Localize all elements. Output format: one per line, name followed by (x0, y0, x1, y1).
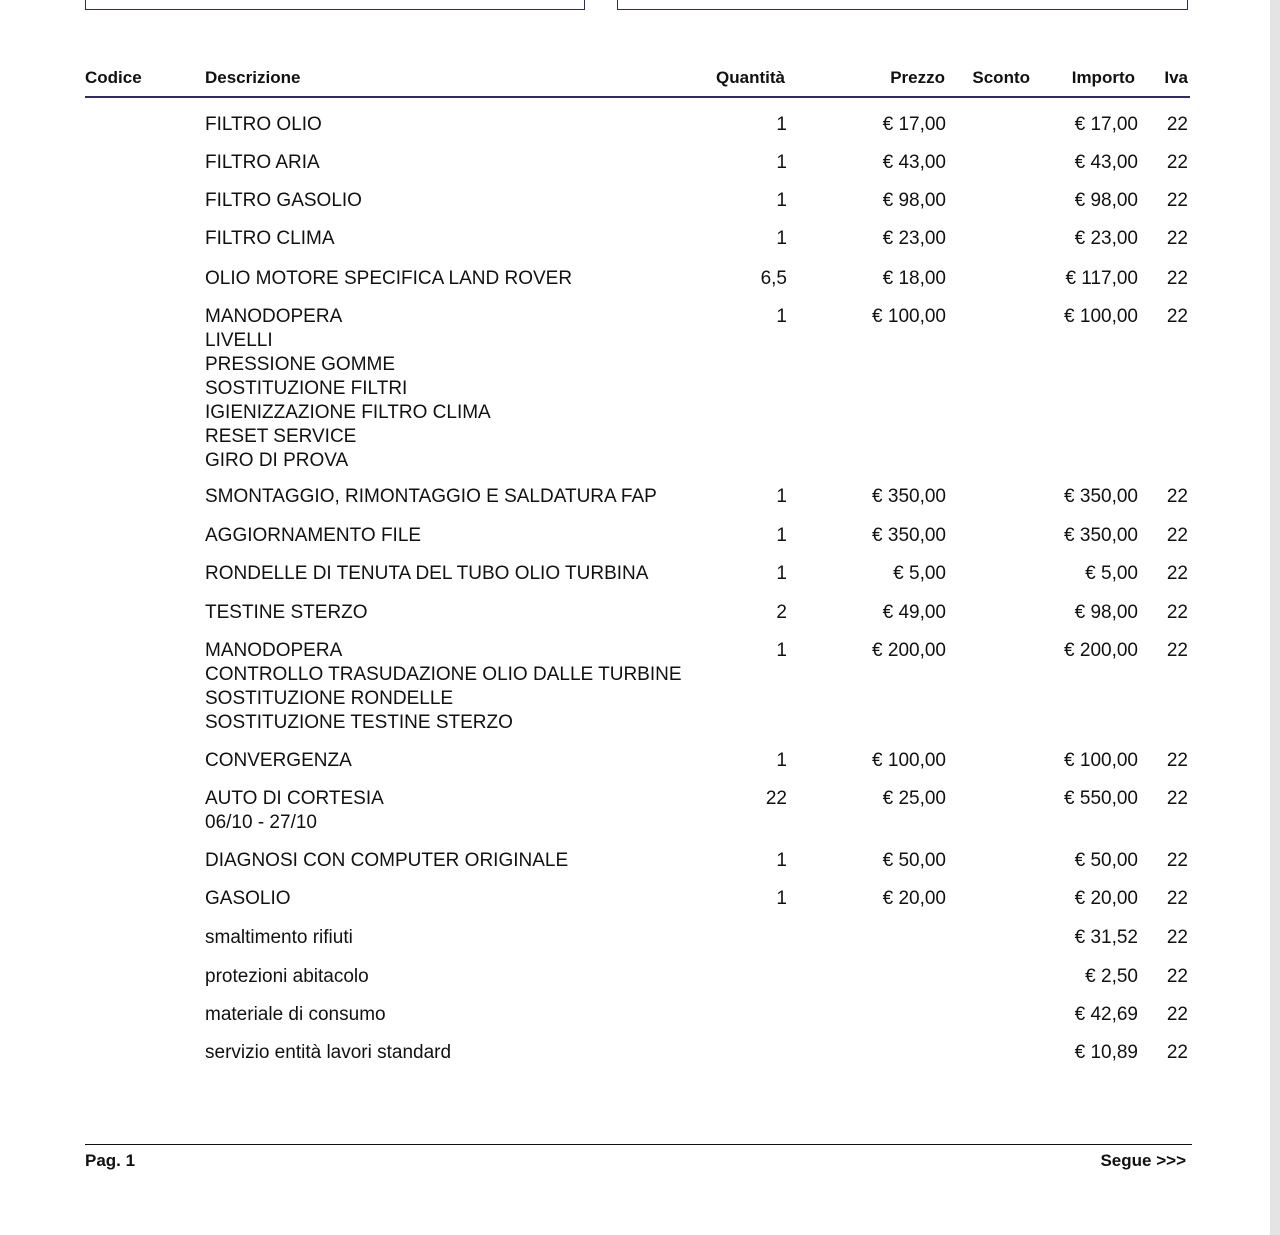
row-price: € 17,00 (882, 114, 946, 135)
header-discount: Sconto (972, 68, 1030, 87)
row-description: AUTO DI CORTESIA 06/10 - 27/10 (205, 788, 384, 833)
row-description: CONVERGENZA (205, 750, 352, 771)
row-price: € 100,00 (872, 306, 946, 327)
row-price: € 50,00 (882, 850, 946, 871)
row-price: € 20,00 (882, 888, 946, 909)
row-amount: € 117,00 (1065, 268, 1138, 289)
row-price: € 23,00 (882, 228, 946, 249)
header-quantity: Quantità (716, 68, 785, 87)
row-vat: 22 (1166, 563, 1188, 584)
row-vat: 22 (1166, 486, 1188, 507)
row-price: € 18,00 (882, 268, 946, 289)
row-description: smaltimento rifiuti (205, 927, 353, 948)
row-vat: 22 (1166, 525, 1188, 546)
row-quantity: 1 (776, 190, 787, 211)
row-vat: 22 (1166, 966, 1188, 987)
customer-box (85, 0, 585, 10)
row-description: MANODOPERA CONTROLLO TRASUDAZIONE OLIO DALLE TURBINE SOSTITUZIONE RONDELLE SOSTITUZIONE TESTINE STERZO (205, 640, 682, 733)
row-quantity: 22 (765, 788, 787, 809)
row-quantity: 1 (776, 750, 787, 771)
row-quantity: 1 (776, 525, 787, 546)
row-vat: 22 (1166, 850, 1188, 871)
row-description: materiale di consumo (205, 1004, 386, 1025)
header-code: Codice (85, 68, 142, 87)
row-price: € 350,00 (872, 525, 946, 546)
row-amount: € 17,00 (1074, 114, 1138, 135)
header-divider (85, 96, 1190, 98)
row-price: € 100,00 (872, 750, 946, 771)
row-quantity: 1 (776, 640, 787, 661)
row-price: € 49,00 (882, 602, 946, 623)
document-box (617, 0, 1188, 10)
row-price: € 350,00 (872, 486, 946, 507)
row-quantity: 1 (776, 888, 787, 909)
row-vat: 22 (1166, 602, 1188, 623)
row-description: OLIO MOTORE SPECIFICA LAND ROVER (205, 268, 573, 289)
row-description: AGGIORNAMENTO FILE (205, 525, 422, 546)
row-amount: € 350,00 (1064, 486, 1138, 507)
row-vat: 22 (1166, 750, 1188, 771)
row-description: TESTINE STERZO (205, 602, 368, 623)
row-amount: € 200,00 (1064, 640, 1138, 661)
row-amount: € 31,52 (1074, 927, 1138, 948)
table-header (85, 68, 1190, 92)
row-amount: € 350,00 (1064, 525, 1138, 546)
row-vat: 22 (1166, 788, 1188, 809)
row-description: servizio entità lavori standard (205, 1042, 452, 1063)
row-vat: 22 (1166, 268, 1188, 289)
row-vat: 22 (1166, 114, 1188, 135)
row-quantity: 1 (776, 114, 787, 135)
row-description: protezioni abitacolo (205, 966, 369, 987)
header-amount: Importo (1071, 68, 1135, 87)
row-price: € 25,00 (882, 788, 946, 809)
row-quantity: 1 (776, 563, 787, 584)
row-amount: € 100,00 (1064, 306, 1138, 327)
row-description: FILTRO ARIA (205, 152, 320, 173)
row-vat: 22 (1166, 152, 1188, 173)
row-description: FILTRO OLIO (205, 114, 322, 135)
row-amount: € 23,00 (1074, 228, 1138, 249)
page-number: Pag. 1 (85, 1151, 136, 1170)
row-description: GASOLIO (205, 888, 291, 909)
row-vat: 22 (1166, 1042, 1188, 1063)
row-amount: € 2,50 (1085, 966, 1138, 987)
row-amount: € 43,00 (1074, 152, 1138, 173)
row-quantity: 2 (776, 602, 787, 623)
row-vat: 22 (1166, 190, 1188, 211)
row-vat: 22 (1166, 888, 1188, 909)
row-amount: € 98,00 (1074, 602, 1138, 623)
row-amount: € 42,69 (1074, 1004, 1138, 1025)
footer-divider (85, 1144, 1192, 1145)
row-quantity: 1 (776, 850, 787, 871)
row-description: MANODOPERA LIVELLI PRESSIONE GOMME SOSTITUZIONE FILTRI IGIENIZZAZIONE FILTRO CLIMA RESET SERVICE GIRO DI PROVA (205, 306, 491, 471)
row-description: SMONTAGGIO, RIMONTAGGIO E SALDATURA FAP (205, 486, 657, 507)
header-price: Prezzo (890, 68, 945, 87)
row-amount: € 550,00 (1064, 788, 1138, 809)
row-amount: € 5,00 (1085, 563, 1138, 584)
row-vat: 22 (1166, 927, 1188, 948)
row-quantity: 1 (776, 228, 787, 249)
row-amount: € 98,00 (1074, 190, 1138, 211)
header-description: Descrizione (205, 68, 301, 87)
continues-label: Segue >>> (1100, 1151, 1186, 1170)
row-description: DIAGNOSI CON COMPUTER ORIGINALE (205, 850, 569, 871)
row-quantity: 1 (776, 152, 787, 173)
header-vat: Iva (1164, 68, 1188, 87)
row-quantity: 1 (776, 486, 787, 507)
row-amount: € 50,00 (1074, 850, 1138, 871)
row-amount: € 10,89 (1074, 1042, 1138, 1063)
row-quantity: 6,5 (760, 268, 787, 289)
row-price: € 43,00 (882, 152, 946, 173)
row-vat: 22 (1166, 1004, 1188, 1025)
row-amount: € 20,00 (1074, 888, 1138, 909)
page-edge (1270, 0, 1280, 1235)
row-amount: € 100,00 (1064, 750, 1138, 771)
row-description: FILTRO CLIMA (205, 228, 335, 249)
row-description: RONDELLE DI TENUTA DEL TUBO OLIO TURBINA (205, 563, 649, 584)
row-price: € 98,00 (882, 190, 946, 211)
row-vat: 22 (1166, 306, 1188, 327)
row-quantity: 1 (776, 306, 787, 327)
row-price: € 5,00 (893, 563, 946, 584)
row-description: FILTRO GASOLIO (205, 190, 362, 211)
row-vat: 22 (1166, 640, 1188, 661)
row-price: € 200,00 (872, 640, 946, 661)
row-vat: 22 (1166, 228, 1188, 249)
